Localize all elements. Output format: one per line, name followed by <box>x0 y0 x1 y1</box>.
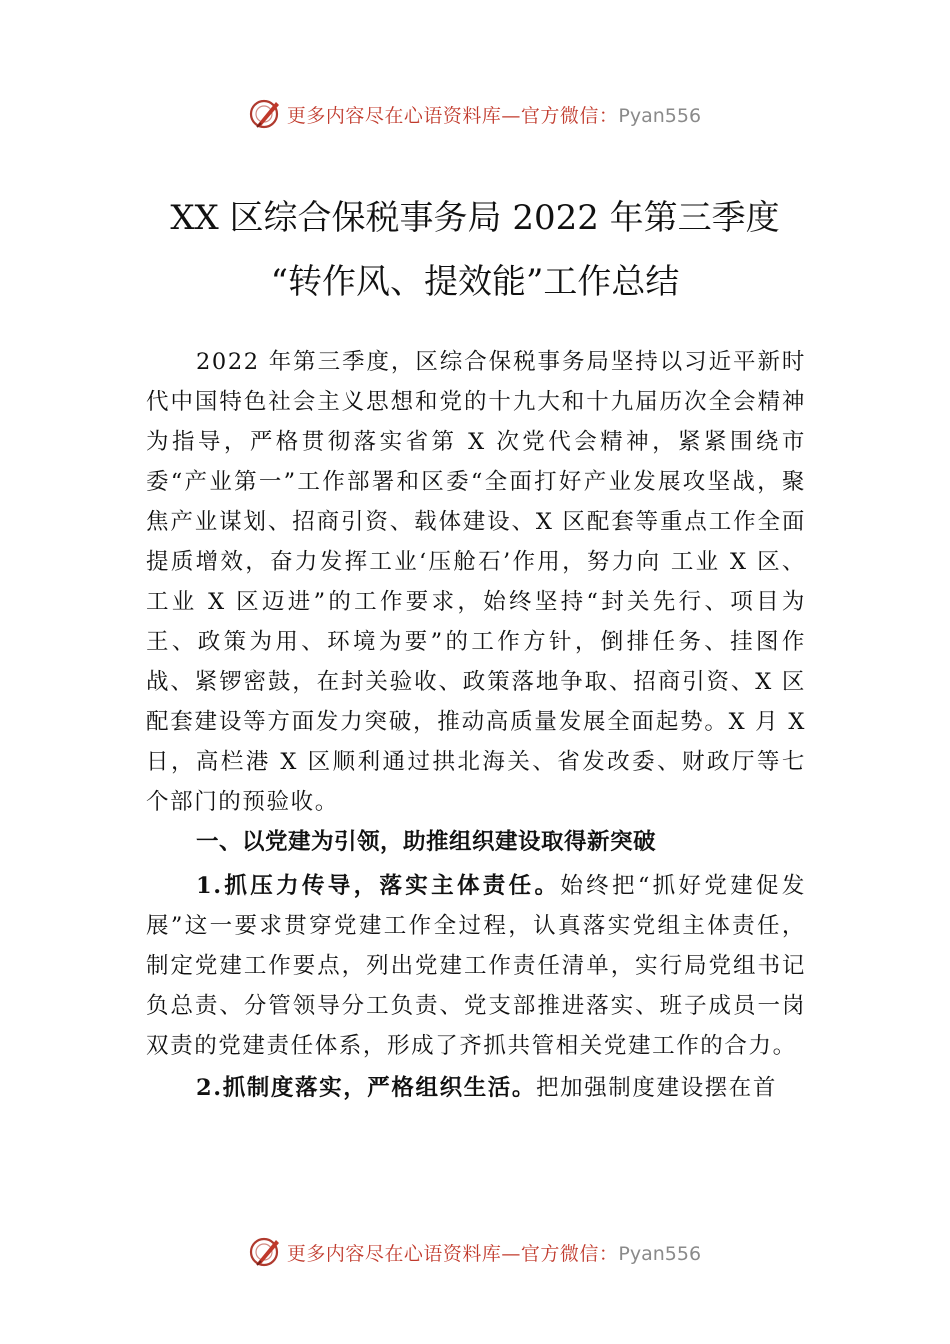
watermark-wechat-id: Pyan556 <box>618 104 702 127</box>
section-heading: 一、以党建为引领，助推组织建设取得新突破 <box>196 829 657 855</box>
item-paragraph-2 <box>146 1068 806 1108</box>
document-body <box>146 342 806 1108</box>
watermark-wechat-id: Pyan556 <box>618 1242 702 1265</box>
watermark-text <box>287 101 701 128</box>
item-paragraph-1 <box>146 866 806 1066</box>
item-body-1: 始终把“抓好党建促发展”这一要求贯穿党建工作全过程，认真落实党组主体责任，制定党建工作要点，列出党建工作责任清单，实行局党组书记负总责、分管领导分工负责、党支部推进落实、班子成员一岗双责的党建责任体系，形成了齐抓共管相关党建工作的合力。 <box>146 873 806 1059</box>
intro-paragraph: 2022 年第三季度，区综合保税事务局坚持以习近平新时代中国特色社会主义思想和党的十九大和十九届历次全会精神为指导，严格贯彻落实省第 X 次党代会精神，紧紧围绕市委“产业第一”工作部署和区委“全面打好产业发展攻坚战，聚焦产业谋划、招商引资、载体建设、X 区配套等重点工作全面提质增效，奋力发挥工业‘压舱石’作用，努力向 工业 X 区、工业 X 区迈进”的工作要求，始终坚持“封关先行、项目为王、政策为用、环境为要”的工作方针，倒排任务、挂图作战、紧锣密鼓，在封关验收、政策落地争取、招商引资、X 区配套建设等方面发力突破，推动高质量发展全面起势。X 月 X 日，高栏港 X 区顺利通过拱北海关、省发改委、财政厅等七个部门的预验收。 <box>146 349 806 815</box>
watermark-label: 更多内容尽在心语资料库—官方微信： <box>286 104 619 127</box>
watermark-footer <box>0 1232 950 1272</box>
watermark-label: 更多内容尽在心语资料库—官方微信： <box>286 1242 619 1265</box>
watermark-header <box>0 94 950 134</box>
title-line-2: “转作风、提效能”工作总结 <box>270 262 680 302</box>
item-body-2: 把加强制度建设摆在首 <box>536 1075 778 1101</box>
watermark-text <box>287 1239 701 1266</box>
item-lead-2: 2.抓制度落实，严格组织生活。 <box>196 1075 536 1101</box>
title-line-1: XX 区综合保税事务局 2022 年第三季度 <box>170 198 780 238</box>
quill-logo-icon <box>249 97 283 131</box>
quill-logo-icon <box>249 1235 283 1269</box>
document-title <box>0 186 950 314</box>
item-lead-1: 1.抓压力传导，落实主体责任。 <box>196 873 561 899</box>
